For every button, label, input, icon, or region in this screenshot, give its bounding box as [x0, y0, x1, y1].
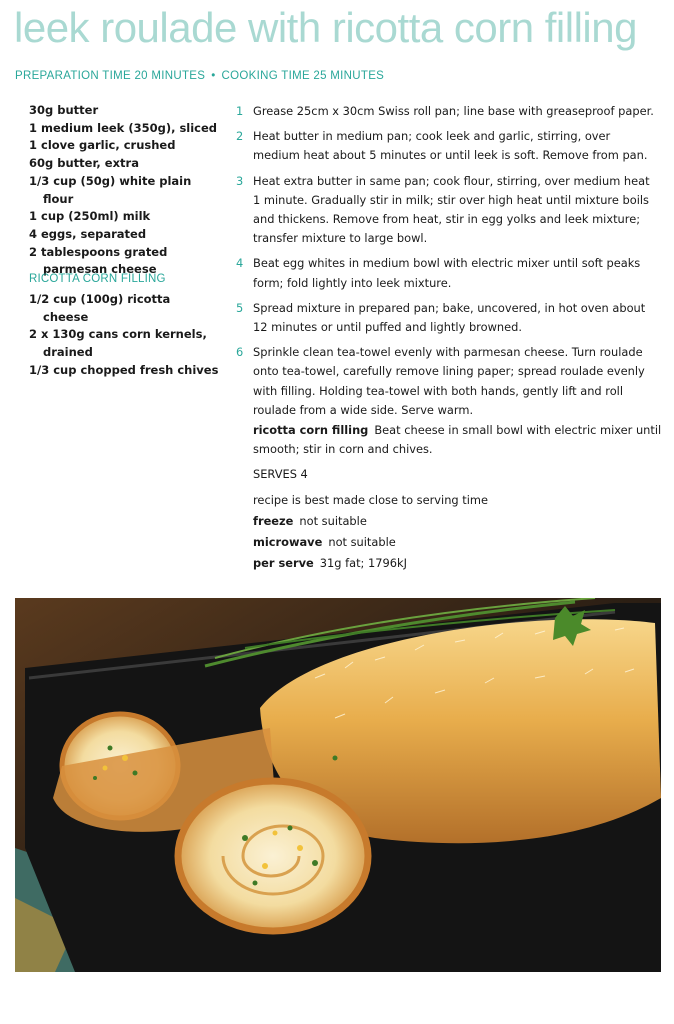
step-text: Beat egg whites in medium bowl with electric mixer until soft peaks form; fold lightly into leek mixture. — [253, 256, 641, 290]
method-step — [236, 343, 656, 420]
ingredient-item: 60g butter, extra — [29, 156, 139, 171]
cooking-time: COOKING TIME 25 MINUTES — [221, 70, 385, 82]
ingredient-item: 1 clove garlic, crushed — [29, 138, 176, 153]
method-steps — [236, 102, 656, 426]
filling-label: ricotta corn filling — [253, 423, 369, 437]
ingredient-item: 2 tablespoons grated parmesan cheese — [29, 244, 168, 277]
best-made-note: recipe is best made close to serving time — [253, 492, 488, 507]
step-text: Heat extra butter in same pan; cook flour, stirring, over medium heat 1 minute. Gradually stir in milk; stir over high heat until mixture boils and thickens. Remove from heat, stir in egg yolks and leek mixture; transfer mixture to large bowl. — [253, 173, 650, 246]
per-serve-note: per serve 31g fat; 1796kJ — [253, 556, 407, 571]
filling-ingredient-item: 1/2 cup (100g) ricotta cheese — [29, 292, 171, 324]
filling-instructions — [253, 421, 663, 459]
step-number: 6 — [236, 345, 244, 360]
step-text: Heat butter in medium pan; cook leek and garlic, stirring, over medium heat about 5 minutes or until leek is soft. Remove from pan. — [253, 129, 648, 163]
step-text: Spread mixture in prepared pan; bake, uncovered, in hot oven about 12 minutes or until puffed and lightly browned. — [253, 300, 646, 335]
step-number: 5 — [236, 300, 244, 315]
method-step — [236, 102, 656, 121]
ingredient-item: 4 eggs, separated — [29, 226, 147, 241]
step-text: Grease 25cm x 30cm Swiss roll pan; line base with greaseproof paper. — [253, 104, 654, 118]
ingredient-item: 1 cup (250ml) milk — [29, 209, 151, 224]
step-number: 4 — [236, 256, 244, 271]
ingredient-item: 30g butter — [29, 103, 99, 117]
method-step — [236, 127, 656, 165]
bullet-separator: • — [211, 70, 216, 82]
ingredient-item: 1 medium leek (350g), sliced — [29, 120, 218, 135]
step-number: 2 — [236, 129, 244, 144]
serves: SERVES 4 — [253, 467, 308, 482]
preparation-time: PREPARATION TIME 20 MINUTES — [15, 70, 206, 82]
ingredient-item: 1/3 cup (50g) white plain flour — [29, 173, 192, 206]
recipe-notes — [253, 421, 663, 579]
step-number: 3 — [236, 173, 244, 188]
method-step — [236, 254, 656, 292]
filling-heading: RICOTTA CORN FILLING — [29, 273, 166, 285]
recipe-times — [15, 70, 384, 82]
method-step — [236, 172, 656, 249]
step-number: 1 — [236, 104, 244, 118]
freeze-note: freeze not suitable — [253, 513, 367, 528]
filling-text: Beat cheese in small bowl with electric mixer until smooth; stir in corn and chives. — [253, 423, 662, 457]
leek-roulade-photo — [15, 598, 661, 972]
method-step — [236, 299, 656, 337]
microwave-note: microwave not suitable — [253, 535, 396, 550]
filling-ingredient-item: 2 x 130g cans corn kernels, drained — [29, 327, 207, 360]
filling-ingredient-list — [29, 291, 219, 380]
filling-ingredient-item: 1/3 cup chopped fresh chives — [29, 362, 219, 377]
ingredient-list — [29, 102, 219, 279]
recipe-title: leek roulade with ricotta corn filling — [14, 4, 637, 51]
step-text: Sprinkle clean tea-towel evenly with parmesan cheese. Turn roulade onto tea-towel, carefully remove lining paper; spread roulade evenly with filling. Holding tea-towel with both hands, gently lift and roll roulade from a wide side. Serve warm. — [253, 345, 645, 417]
